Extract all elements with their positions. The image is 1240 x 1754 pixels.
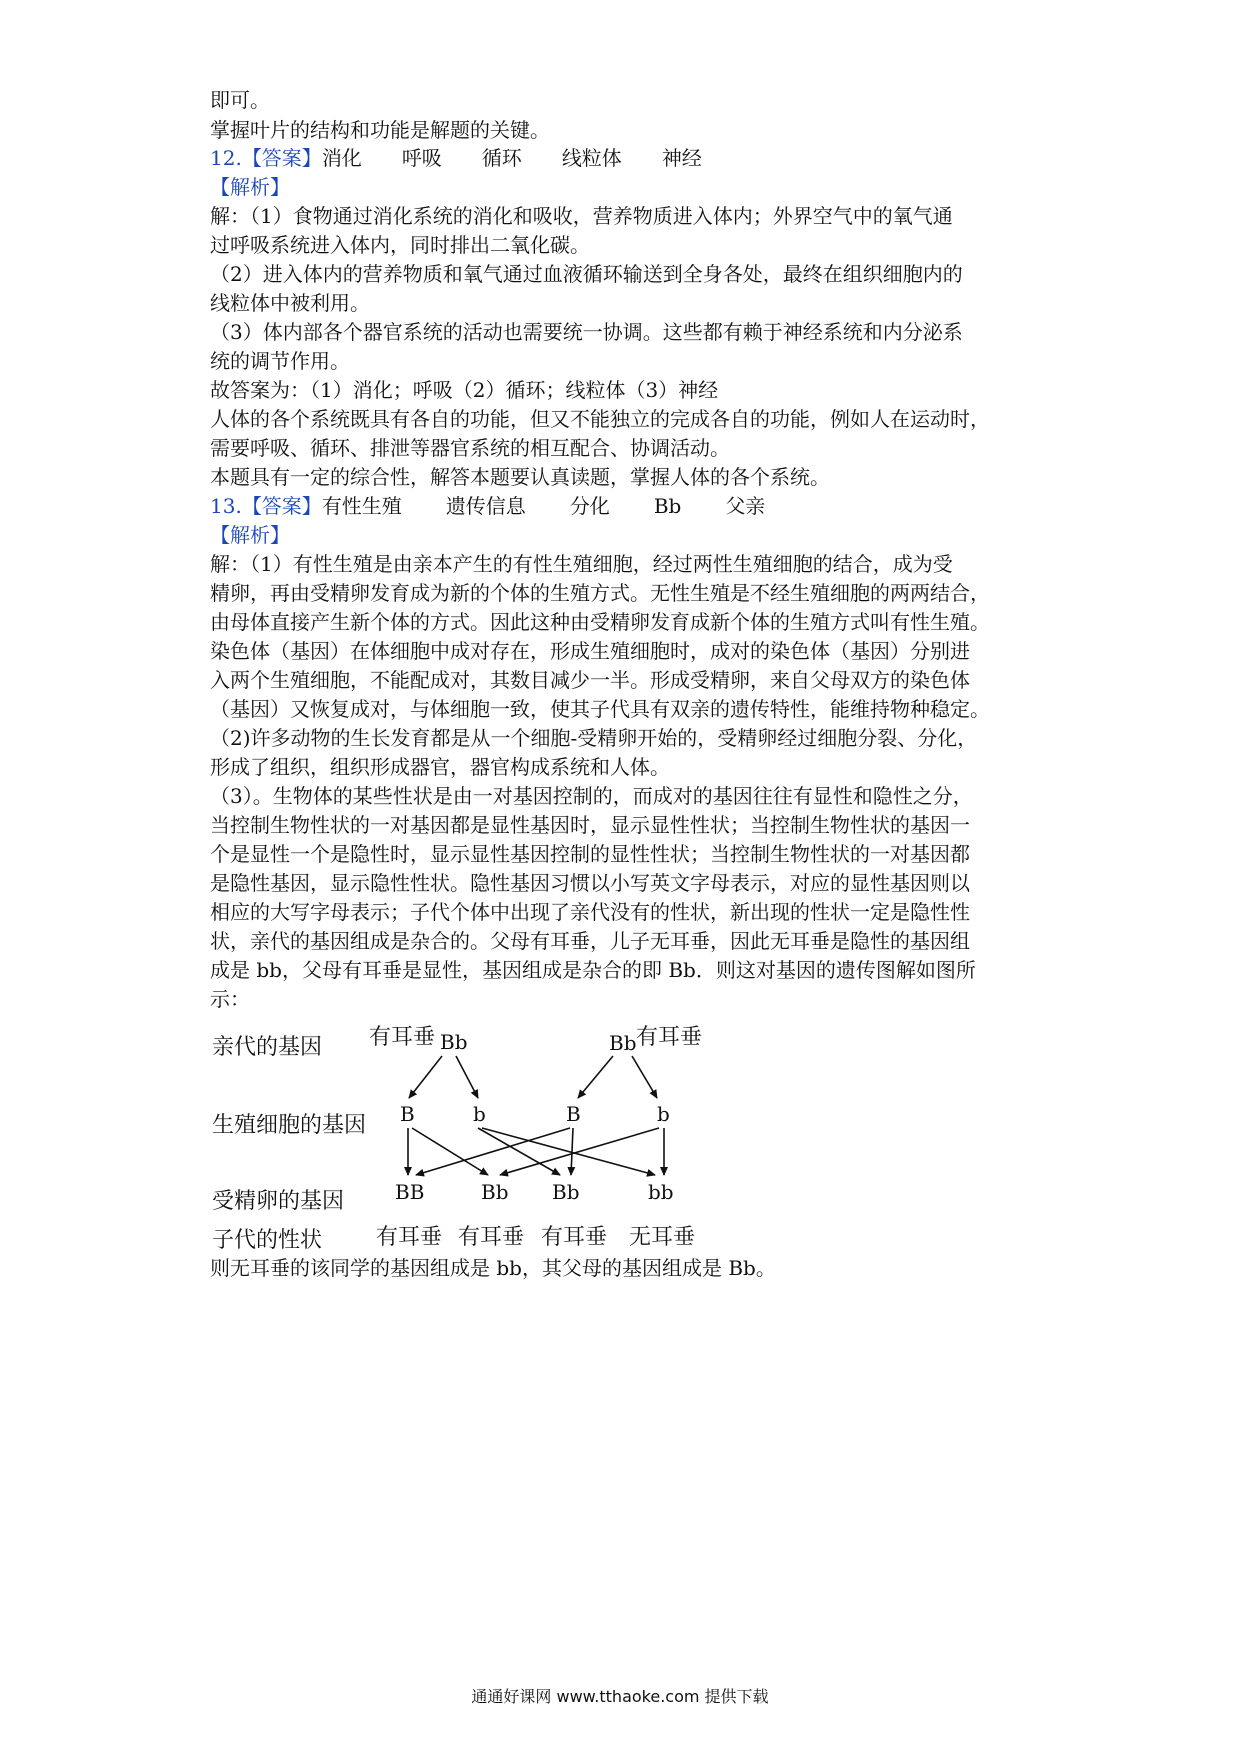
q12-body-line: 需要呼吸、循环、排泄等器官系统的相互配合、协调活动。	[210, 436, 730, 460]
q13-body-line: 解：（1）有性生殖是由亲本产生的有性生殖细胞，经过两性生殖细胞的结合，成为受	[210, 552, 953, 576]
q13-body-line: 精卵，再由受精卵发育成为新的个体的生殖方式。无性生殖是不经生殖细胞的两两结合，	[210, 581, 990, 605]
q12-body-line: 过呼吸系统进入体内，同时排出二氧化碳。	[210, 233, 590, 257]
arrow-parent-to-gamete	[578, 1056, 613, 1098]
q13-answer-4: Bb	[653, 494, 682, 518]
row-label-zygote-genes: 受精卵的基因	[212, 1189, 345, 1214]
q12-body-line: 人体的各个系统既具有各自的功能，但又不能独立的完成各自的功能，例如人在运动时，	[210, 407, 990, 431]
q13-body-line: （基因）又恢复成对，与体细胞一致，使其子代具有双亲的遗传特性，能维持物种稳定。	[210, 697, 990, 721]
parent-left-trait: 有耳垂	[369, 1025, 436, 1050]
q13-body-line: 状，亲代的基因组成是杂合的。父母有耳垂，儿子无耳垂，因此无耳垂是隐性的基因组	[210, 929, 970, 953]
parent-left-genotype: Bb	[440, 1030, 468, 1054]
q12-answer-tag: 【答案】	[241, 146, 322, 170]
q13-body-line: 形成了组织，组织形成器官，器官构成系统和人体。	[210, 755, 670, 779]
q12-answer-5: 神经	[661, 146, 702, 170]
zygote-Bb: Bb	[481, 1180, 509, 1204]
q13-analysis-tag: 【解析】	[210, 523, 290, 547]
text-line: 掌握叶片的结构和功能是解题的关键。	[210, 118, 550, 142]
q13-body-line: 示：	[210, 987, 250, 1011]
q13-body-line: 当控制生物性状的一对基因都是显性基因时，显示显性性状；当控制生物性状的基因一	[210, 813, 970, 837]
q13-answer-3: 分化	[569, 494, 610, 518]
offspring-trait: 有耳垂	[458, 1225, 525, 1250]
gamete-b: b	[473, 1102, 486, 1126]
offspring-trait: 有耳垂	[541, 1225, 608, 1250]
q12-answer-3: 循环	[481, 146, 522, 170]
q13-body-line: 相应的大写字母表示；子代个体中出现了亲代没有的性状，新出现的性状一定是隐性性	[210, 900, 970, 924]
q13-body-line: 入两个生殖细胞，不能配成对，其数目减少一半。形成受精卵，来自父母双方的染色体	[210, 668, 970, 692]
gamete-B: B	[400, 1102, 415, 1126]
zygote-BB: BB	[395, 1180, 425, 1204]
zygote-bb: bb	[648, 1180, 674, 1204]
q12-body-line: 解：（1）食物通过消化系统的消化和吸收，营养物质进入体内；外界空气中的氧气通	[210, 204, 953, 228]
arrow-parent-to-gamete	[456, 1056, 478, 1098]
q13-body-line: 是隐性基因，显示隐性性状。隐性基因习惯以小写英文字母表示，对应的显性基因则以	[210, 871, 970, 895]
gamete-B: B	[566, 1102, 581, 1126]
q12-answer-2: 呼吸	[401, 146, 442, 170]
zygote-Bb: Bb	[552, 1180, 580, 1204]
q12-body-line: 本题具有一定的综合性，解答本题要认真读题，掌握人体的各个系统。	[210, 465, 830, 489]
gamete-b: b	[657, 1102, 670, 1126]
arrow-gamete-to-zygote	[500, 1128, 659, 1175]
q12-body-line: 故答案为：（1）消化；呼吸（2）循环；线粒体（3）神经	[210, 378, 719, 402]
q13-body-line: 染色体（基因）在体细胞中成对存在，形成生殖细胞时，成对的染色体（基因）分别进	[210, 639, 970, 663]
q13-answer-2: 遗传信息	[445, 494, 526, 518]
offspring-trait: 无耳垂	[629, 1225, 696, 1250]
arrow-parent-to-gamete	[632, 1056, 657, 1098]
q12-body-line: （2）进入体内的营养物质和氧气通过血液循环输送到全身各处，最终在组织细胞内的	[210, 262, 963, 286]
row-label-gamete-genes: 生殖细胞的基因	[212, 1113, 367, 1138]
q13-body-line: 由母体直接产生新个体的方式。因此这种由受精卵发育成新个体的生殖方式叫有性生殖。	[210, 610, 990, 634]
q12-analysis-tag: 【解析】	[210, 175, 290, 199]
q12-answer-1: 消化	[321, 146, 362, 170]
offspring-trait: 有耳垂	[376, 1225, 443, 1250]
q12-number: 12.	[210, 146, 242, 170]
q13-answer-tag: 【答案】	[241, 494, 322, 518]
q13-body-line: 成是 bb，父母有耳垂是显性，基因组成是杂合的即 Bb．则这对基因的遗传图解如图所	[210, 958, 976, 982]
row-label-offspring-traits: 子代的性状	[212, 1228, 323, 1253]
arrow-gamete-to-zygote	[571, 1128, 573, 1175]
parent-right-trait: 有耳垂	[636, 1025, 703, 1050]
row-label-parent-genes: 亲代的基因	[212, 1035, 323, 1060]
q12-body-line: 线粒体中被利用。	[210, 291, 370, 315]
text-line: 即可。	[210, 88, 270, 112]
q13-body-line: 个是显性一个是隐性时，显示显性基因控制的显性性状；当控制生物性状的一对基因都	[210, 842, 970, 866]
arrow-gamete-to-zygote	[482, 1128, 655, 1175]
page-footer: 通通好课网 www.tthaoke.com 提供下载	[471, 1687, 769, 1706]
parent-right-genotype: Bb	[609, 1031, 637, 1055]
q12-answer-4: 线粒体	[561, 146, 622, 170]
arrow-parent-to-gamete	[409, 1056, 442, 1098]
q13-conclusion: 则无耳垂的该同学的基因组成是 bb，其父母的基因组成是 Bb。	[210, 1256, 776, 1280]
q13-body-line: （2)许多动物的生长发育都是从一个细胞-受精卵开始的，受精卵经过细胞分裂、分化，	[210, 726, 978, 750]
q13-number: 13.	[210, 494, 242, 518]
q12-body-line: （3）体内部各个器官系统的活动也需要统一协调。这些都有赖于神经系统和内分泌系	[210, 320, 963, 344]
q13-body-line: （3）。生物体的某些性状是由一对基因控制的，而成对的基因往往有显性和隐性之分，	[210, 784, 973, 808]
q13-answer-5: 父亲	[725, 494, 766, 518]
arrow-gamete-to-zygote	[412, 1128, 488, 1175]
q12-body-line: 统的调节作用。	[210, 349, 350, 373]
q13-answer-1: 有性生殖	[321, 494, 402, 518]
